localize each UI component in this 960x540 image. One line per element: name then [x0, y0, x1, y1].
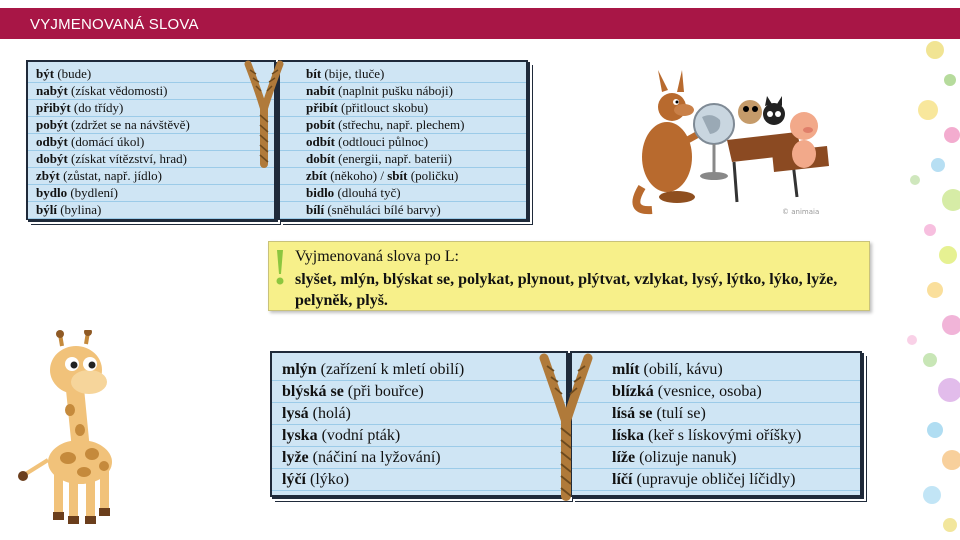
list-item: lyže (náčiní na lyžování)	[272, 447, 566, 469]
list-item: odbít (odtlouci půlnoc)	[280, 134, 526, 151]
list-item: dobýt (získat vítězství, hrad)	[28, 151, 274, 168]
list-item: mlít (obilí, kávu)	[572, 359, 860, 381]
list-item: blízká (vesnice, osoba)	[572, 381, 860, 403]
note-word-list: slyšet, mlýn, blýskat se, polykat, plynout, plýtvat, vzlykat, lysý, lýtko, lýko, lyže, pelyněk, plyš.	[295, 271, 838, 309]
list-item: zbýt (zůstat, např. jídlo)	[28, 168, 274, 185]
list-item: líčí (upravuje obličej líčidly)	[572, 469, 860, 491]
list-item: nabýt (získat vědomosti)	[28, 83, 274, 100]
list-item: lýčí (lýko)	[272, 469, 566, 491]
list-item: zbít (někoho) / sbít (poličku)	[280, 168, 526, 185]
list-item: přibýt (do třídy)	[28, 100, 274, 117]
list-item: pobýt (zdržet se na návštěvě)	[28, 117, 274, 134]
card-li-words	[570, 351, 862, 497]
list-item: lísá se (tulí se)	[572, 403, 860, 425]
list-item: býlí (bylina)	[28, 202, 274, 219]
list-item: pobít (střechu, např. plechem)	[280, 117, 526, 134]
exclamation-icon	[275, 248, 285, 288]
list-item: být (bude)	[28, 66, 274, 83]
rope-binding-icon	[244, 60, 284, 170]
card-bi-words	[278, 60, 528, 220]
list-item: lysá (holá)	[272, 403, 566, 425]
list-item: lyska (vodní pták)	[272, 425, 566, 447]
list-item: líska (keř s lískovými oříšky)	[572, 425, 860, 447]
rope-binding-icon	[538, 352, 594, 502]
list-item: bidlo (dlouhá tyč)	[280, 185, 526, 202]
giraffe-image	[14, 330, 134, 526]
svg-text:© animaia: © animaia	[782, 208, 820, 216]
note-heading: Vyjmenovaná slova po L:	[295, 248, 459, 265]
animals-at-school-image	[622, 62, 832, 222]
list-item: odbýt (domácí úkol)	[28, 134, 274, 151]
card-ly-words	[270, 351, 568, 497]
page-title: VYJMENOVANÁ SLOVA	[30, 16, 199, 33]
list-item: dobít (energii, např. baterii)	[280, 151, 526, 168]
list-item: přibít (přitlouct skobu)	[280, 100, 526, 117]
card-by-words	[26, 60, 276, 220]
list-item: blýská se (při bouřce)	[272, 381, 566, 403]
list-item: nabít (naplnit pušku náboji)	[280, 83, 526, 100]
list-item: bílí (sněhuláci bílé barvy)	[280, 202, 526, 219]
list-item: bydlo (bydlení)	[28, 185, 274, 202]
info-note	[268, 241, 870, 311]
decorative-bokeh-dots	[890, 40, 960, 540]
title-bar	[0, 8, 960, 39]
list-item: líže (olizuje nanuk)	[572, 447, 860, 469]
list-item: bít (bije, tluče)	[280, 66, 526, 83]
list-item: mlýn (zařízení k mletí obilí)	[272, 359, 566, 381]
